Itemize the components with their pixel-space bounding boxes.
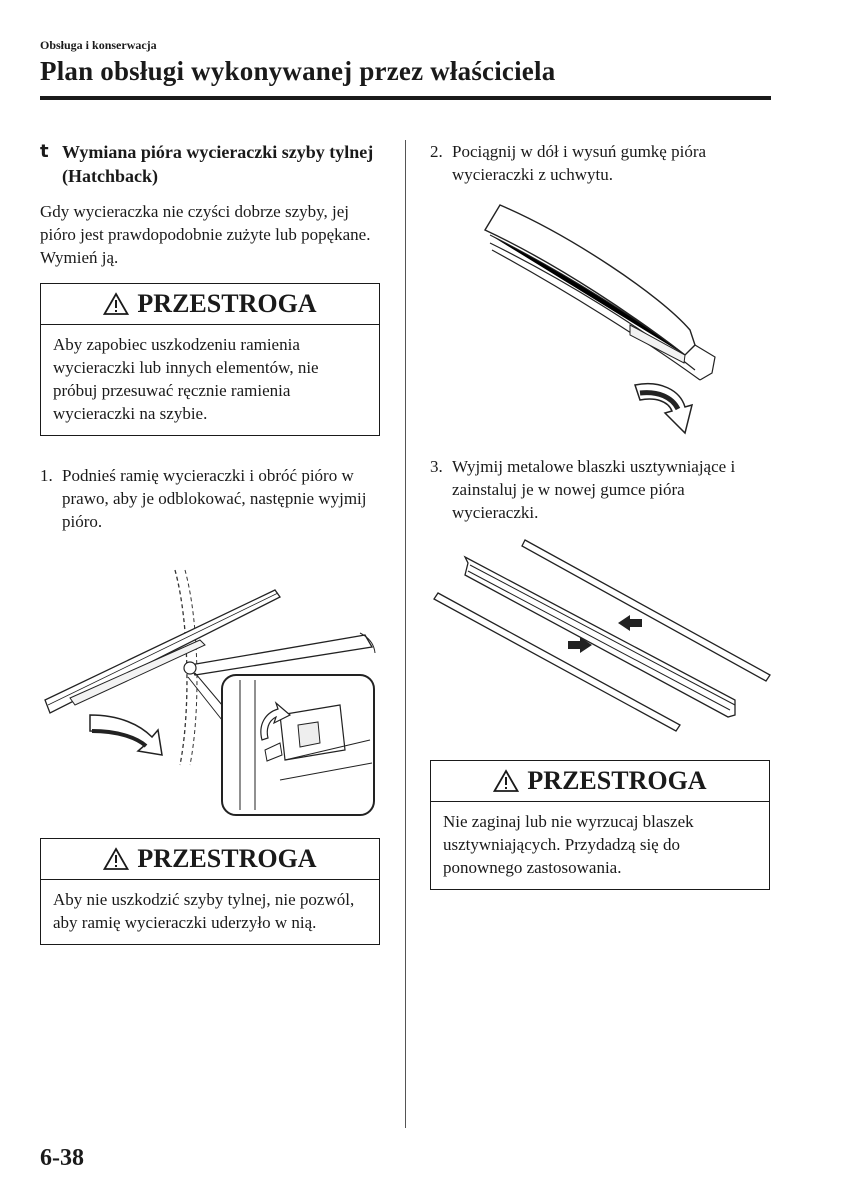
caution-label: PRZESTROGA	[137, 289, 317, 318]
right-column	[430, 140, 770, 186]
caution-header	[431, 761, 769, 802]
left-column	[40, 140, 380, 533]
wiper-arm-figure	[40, 565, 380, 825]
caution-label: PRZESTROGA	[137, 844, 317, 873]
step-number: 1.	[40, 466, 53, 485]
step-text: Pociągnij w dół i wysuń gumkę pióra wycieraczki z uchwytu.	[452, 142, 707, 184]
caution-text: Nie zaginaj lub nie wyrzucaj blaszek usztywniających. Przydadzą się do ponownego zastosowania.	[443, 812, 694, 877]
intro-text-2: Wymień ją.	[40, 248, 119, 267]
warning-icon	[103, 292, 129, 316]
bullet-icon: t	[40, 141, 49, 162]
step-number: 3.	[430, 457, 443, 476]
step-number: 2.	[430, 142, 443, 161]
title-rule	[40, 96, 771, 100]
warning-icon	[103, 847, 129, 871]
caution-text: Aby zapobiec uszkodzeniu ramienia wycieraczki lub innych elementów, nie próbuj przesuwać ręcznie ramienia wycieraczki na szybie.	[53, 335, 319, 423]
page-number: 6-38	[40, 1145, 84, 1171]
column-divider	[405, 140, 406, 1128]
metal-strips-figure	[430, 535, 775, 735]
caution-box-1	[40, 283, 380, 436]
warning-icon	[493, 769, 519, 793]
step-2	[430, 140, 770, 186]
wiper-rubber-figure	[470, 195, 730, 440]
step-text: Wyjmij metalowe blaszki usztywniające i zainstaluj je w nowej gumce pióra wycieraczki.	[452, 457, 736, 522]
caution-box-2-wrap	[40, 838, 380, 945]
step-3	[430, 455, 770, 524]
subheading	[40, 140, 380, 188]
section-label: Obsługa i konserwacja	[40, 38, 157, 52]
caution-header	[41, 839, 379, 880]
page-title: Plan obsługi wykonywanej przez właściciela	[40, 56, 556, 86]
step-text: Podnieś ramię wycieraczki i obróć pióro w prawo, aby je odblokować, następnie wyjmij pióro.	[62, 466, 367, 531]
step-1	[40, 464, 380, 533]
caution-header	[41, 284, 379, 325]
caution-box-3	[430, 760, 770, 890]
caution-box-3-wrap	[430, 760, 770, 890]
caution-text: Aby nie uszkodzić szyby tylnej, nie pozwól, aby ramię wycieraczki uderzyło w nią.	[53, 890, 355, 932]
step-3-wrap	[430, 455, 770, 524]
caution-label: PRZESTROGA	[527, 766, 707, 795]
subheading-text: Wymiana pióra wycieraczki szyby tylnej (Hatchback)	[62, 142, 374, 186]
intro-text: Gdy wycieraczka nie czyści dobrze szyby, jej pióro jest prawdopodobnie zużyte lub popękane.	[40, 202, 371, 244]
caution-box-2	[40, 838, 380, 945]
